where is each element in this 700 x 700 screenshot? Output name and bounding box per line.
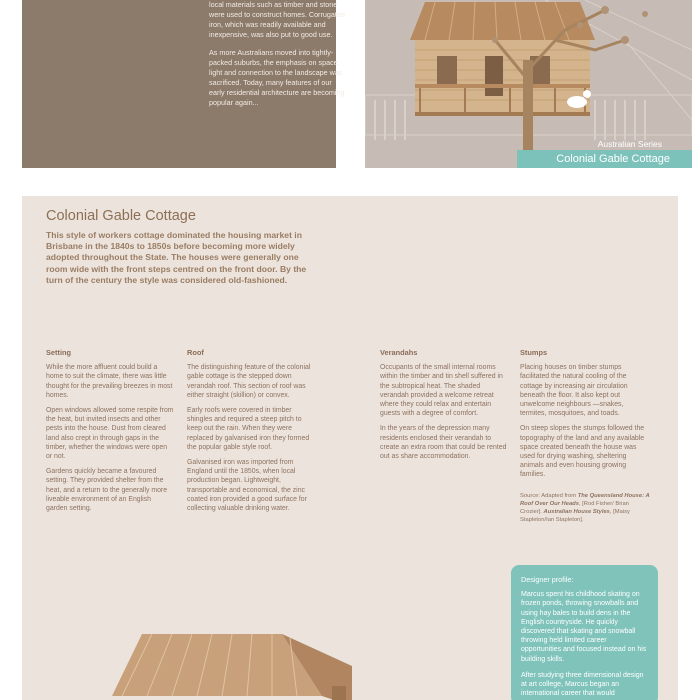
section-heading: Roof [187,348,204,357]
cottage-illustration-panel [365,0,692,168]
source-citation [520,492,650,524]
profile-paragraph: Marcus spent his childhood skating on frozen ponds, throwing snowballs and using hay bales to build dens in the English countryside. He quickly discovered that skating and snowball throwing held limited career opportunities and focused instead on his building skills. [521,591,647,663]
designer-profile [511,565,658,700]
series-badge: Colonial Gable Cottage [517,150,692,168]
section-paragraph: Open windows allowed some respite from the heat, but invited insects and other pests into the house. Dust from cleared land also crept in through gaps in the timber, whether the windows were open or not. [46,407,174,461]
section-paragraph: Early roofs were covered in timber shingles and required a steep pitch to keep out the rain. When they were replaced by galvanised iron they formed the popular gable style roof. [187,407,310,451]
source-authors-1: , [Rod Fisher/ Brian Crozier]. [520,500,629,515]
series-label: Australian Series [597,139,662,149]
section-paragraph: On steep slopes the stumps followed the topography of the land and any available space created beneath the house was used for drying washing, sheltering animals and even housing growing families. [520,425,645,479]
intro-paragraph: local materials such as timber and stone were used to construct homes. Corrugated iron, which was readily available and inexpensive, was also put to good use. [209,0,345,39]
intro-paragraph: As more Australians moved into tightly-packed suburbs, the emphasis on space, light and connection to the landscape was sacrificed. Today, many features of our early residential architecture are becoming popular again... [209,48,345,107]
intro-panel [22,0,345,168]
setting-section [46,348,174,519]
profile-heading: Designer profile: [521,575,574,584]
section-heading: Verandahs [380,348,418,357]
section-paragraph: Gardens quickly became a favoured setting. They provided shelter from the heat, and a return to the generally more liveable environment of an English garden setting. [46,468,168,513]
article-lead: This style of workers cottage dominated the housing market in Brisbane in the 1840s to 1850s before becoming more widely adopted throughout the State. The houses were generally one room wide with the front steps centred on the front door. By the turn of the century the style was considered old-fashioned. [46,230,307,285]
verandahs-section [380,348,510,467]
cottage-house [410,2,595,116]
section-heading: Setting [46,348,72,357]
article-title: Colonial Gable Cottage [46,208,196,224]
source-book-2: Australian House Styles [543,508,610,515]
section-paragraph: Galvanised iron was imported from England until the 1850s, when local production began. Lightweight, transportable and economical, the zinc coated iron provided a good surface for collecting valuable drinking water. [187,459,307,513]
section-heading: Stumps [520,348,548,357]
section-paragraph: Placing houses on timber stumps facilitated the natural cooling of the cottage by increasing air circulation beneath the floor. It also kept out unwelcome neighbours —snakes, termites, mosquitoes, and toads. [520,364,628,418]
section-paragraph: The distinguishing feature of the colonial gable cottage is the stepped down verandah roof. This section of roof was either straight (skillion) or convex. [187,364,311,399]
section-paragraph: While the more affluent could build a home to suit the climate, there was little thought for the prevailing breezes in most homes. [46,364,173,399]
profile-paragraph: After studying three dimensional design at art college, Marcus began an international career that would [521,671,644,698]
source-book-1: The Queensland House: A Roof Over Our Heads [520,492,650,507]
article-panel [22,196,678,700]
section-paragraph: Occupants of the small internal rooms within the timber and tin shell suffered in the subtropical heat. The shaded verandah provided a welcome retreat where they could relax and entertain guests with a degree of comfort. [380,364,503,418]
source-prefix: Source: Adapted from [520,492,577,499]
roof-section [187,348,317,519]
stumps-section [520,348,650,530]
cottage-drawing [112,626,372,700]
source-authors-2: , [Maisy Stapleton/Ian Stapleton]. [520,508,630,523]
section-paragraph: In the years of the depression many residents enclosed their verandah to create an extra room that could be rented out as share accommodation. [380,425,507,461]
intro-text [209,0,349,116]
